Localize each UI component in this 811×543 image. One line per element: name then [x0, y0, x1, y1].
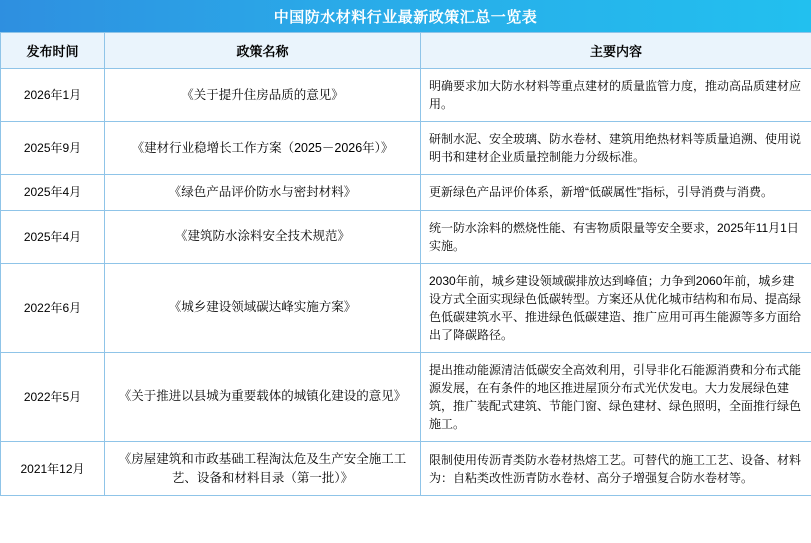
cell-policy-name: 《绿色产品评价防水与密封材料》	[105, 175, 421, 211]
cell-policy-content: 统一防水涂料的燃烧性能、有害物质限量等安全要求，2025年11月1日实施。	[421, 210, 811, 263]
page-title: 中国防水材料行业最新政策汇总一览表	[273, 8, 538, 26]
cell-date: 2026年1月	[1, 69, 105, 122]
cell-policy-name: 《建材行业稳增长工作方案（2025－2026年）》	[105, 122, 421, 175]
cell-policy-content: 明确要求加大防水材料等重点建材的质量监管力度，推动高品质建材应用。	[421, 69, 811, 122]
table-row	[1, 122, 811, 175]
table-row	[1, 352, 811, 441]
table-header-row	[1, 33, 811, 69]
table-row	[1, 69, 811, 122]
cell-policy-name: 《关于推进以县城为重要载体的城镇化建设的意见》	[105, 352, 421, 441]
cell-date: 2025年9月	[1, 122, 105, 175]
cell-policy-content: 更新绿色产品评价体系，新增“低碳属性”指标，引导消费与消费。	[421, 175, 811, 211]
cell-policy-name: 《城乡建设领域碳达峰实施方案》	[105, 263, 421, 352]
column-header-date: 发布时间	[1, 33, 105, 69]
policy-table	[0, 32, 811, 496]
cell-date: 2025年4月	[1, 210, 105, 263]
cell-policy-name: 《建筑防水涂料安全技术规范》	[105, 210, 421, 263]
page-title-bar	[0, 0, 811, 32]
cell-policy-content: 研制水泥、安全玻璃、防水卷材、建筑用绝热材料等质量追溯、使用说明书和建材企业质量控制能力分级标准。	[421, 122, 811, 175]
cell-date: 2025年4月	[1, 175, 105, 211]
column-header-name: 政策名称	[105, 33, 421, 69]
cell-policy-content: 限制使用传沥青类防水卷材热熔工艺。可替代的施工工艺、设备、材料为：自粘类改性沥青防水卷材、高分子增强复合防水卷材等。	[421, 441, 811, 496]
table-row	[1, 175, 811, 211]
column-header-content: 主要内容	[421, 33, 811, 69]
table-row	[1, 441, 811, 496]
cell-policy-name: 《房屋建筑和市政基础工程淘汰危及生产安全施工工艺、设备和材料目录（第一批）》	[105, 441, 421, 496]
table-row	[1, 263, 811, 352]
table-body	[1, 69, 811, 496]
cell-policy-content: 2030年前，城乡建设领域碳排放达到峰值；力争到2060年前，城乡建设方式全面实现绿色低碳转型。方案还从优化城市结构和布局、提高绿色低碳建筑水平、推进绿色低碳建造、推广应用可再生能源等多方面给出了降碳路径。	[421, 263, 811, 352]
cell-policy-name: 《关于提升住房品质的意见》	[105, 69, 421, 122]
cell-date: 2022年6月	[1, 263, 105, 352]
cell-date: 2021年12月	[1, 441, 105, 496]
table-row	[1, 210, 811, 263]
cell-policy-content: 提出推动能源清洁低碳安全高效利用，引导非化石能源消费和分布式能源发展，在有条件的地区推进屋顶分布式光伏发电。大力发展绿色建筑，推广装配式建筑、节能门窗、绿色建材、绿色照明，全面推行绿色施工。	[421, 352, 811, 441]
table-header	[1, 33, 811, 69]
cell-date: 2022年5月	[1, 352, 105, 441]
